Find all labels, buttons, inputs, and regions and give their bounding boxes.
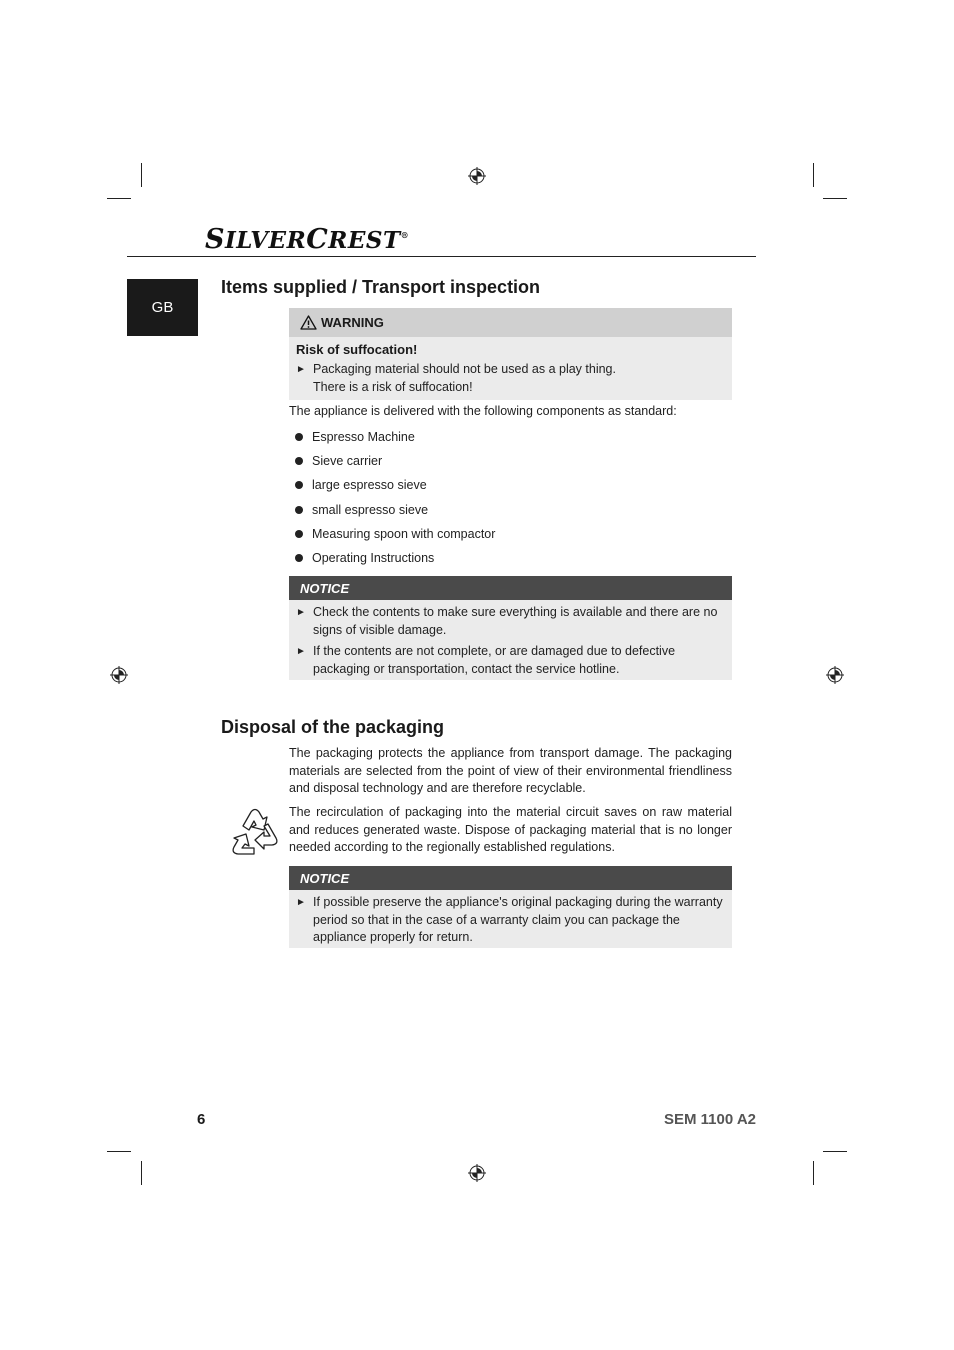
- crop-mark: [823, 198, 847, 199]
- crop-mark: [813, 1161, 814, 1185]
- model-number: SEM 1100 A2: [664, 1111, 756, 1128]
- list-item: large espresso sieve: [295, 475, 495, 499]
- items-list: [295, 427, 495, 572]
- disposal-paragraph: The recirculation of packaging into the material circuit saves on raw material and reduces generated waste. Dispose of packaging material that is no longer needed according to the regionally established regulations.: [289, 805, 732, 854]
- registration-mark-icon: [468, 1164, 486, 1182]
- bullet-dot-icon: [295, 554, 303, 562]
- warning-label: WARNING: [321, 315, 384, 330]
- registration-mark-icon: [110, 666, 128, 684]
- arrow-bullet-icon: ►: [296, 607, 306, 618]
- notice-box: [289, 576, 732, 680]
- disposal-paragraph: The packaging protects the appliance from transport damage. The packaging materials are selected from the point of view of their environmental friendliness and disposal technology and are therefore recyclable.: [289, 746, 732, 795]
- arrow-bullet-icon: ►: [296, 646, 306, 657]
- brand-logo: SILVERCREST®: [205, 224, 410, 255]
- warning-triangle-icon: [300, 315, 317, 330]
- list-item: Sieve carrier: [295, 451, 495, 475]
- crop-mark: [141, 1161, 142, 1185]
- notice-bullet: ► Check the contents to make sure everything is available and there are no signs of visible damage.: [296, 605, 718, 637]
- warning-header: [289, 308, 732, 337]
- notice-header: NOTICE: [289, 576, 732, 600]
- crop-mark: [141, 163, 142, 187]
- recycle-icon: [226, 806, 284, 860]
- notice-bullet: ► If possible preserve the appliance's original packaging during the warranty period so that in the case of a warranty claim you can package the appliance properly for return.: [296, 895, 723, 944]
- crop-mark: [107, 1151, 131, 1152]
- bullet-dot-icon: [295, 457, 303, 465]
- language-tab: [127, 279, 198, 336]
- notice-box: [289, 866, 732, 948]
- registration-mark-icon: [826, 666, 844, 684]
- notice-bullet: ► If the contents are not complete, or are damaged due to defective packaging or transportation, contact the service hotline.: [296, 644, 676, 676]
- header-rule: [127, 256, 756, 257]
- section-title: Items supplied / Transport inspection: [221, 277, 541, 297]
- arrow-bullet-icon: ►: [296, 897, 306, 908]
- warning-subtitle: Risk of suffocation!: [296, 342, 418, 357]
- page-number: 6: [197, 1111, 206, 1128]
- crop-mark: [823, 1151, 847, 1152]
- bullet-dot-icon: [295, 433, 303, 441]
- language-tab-label: GB: [151, 299, 174, 316]
- items-intro: The appliance is delivered with the following components as standard:: [289, 404, 677, 418]
- list-item: Operating Instructions: [295, 548, 495, 572]
- bullet-dot-icon: [295, 506, 303, 514]
- bullet-dot-icon: [295, 530, 303, 538]
- list-item: Measuring spoon with compactor: [295, 524, 495, 548]
- warning-box: [289, 308, 732, 400]
- arrow-bullet-icon: ►: [296, 364, 306, 375]
- list-item: small espresso sieve: [295, 500, 495, 524]
- crop-mark: [813, 163, 814, 187]
- section-title: Disposal of the packaging: [221, 717, 445, 737]
- notice-header: NOTICE: [289, 866, 732, 890]
- warning-bullet: ► Packaging material should not be used as a play thing. There is a risk of suffocation!: [296, 362, 616, 394]
- crop-mark: [107, 198, 131, 199]
- bullet-dot-icon: [295, 481, 303, 489]
- list-item: Espresso Machine: [295, 427, 495, 451]
- registration-mark-icon: [468, 167, 486, 185]
